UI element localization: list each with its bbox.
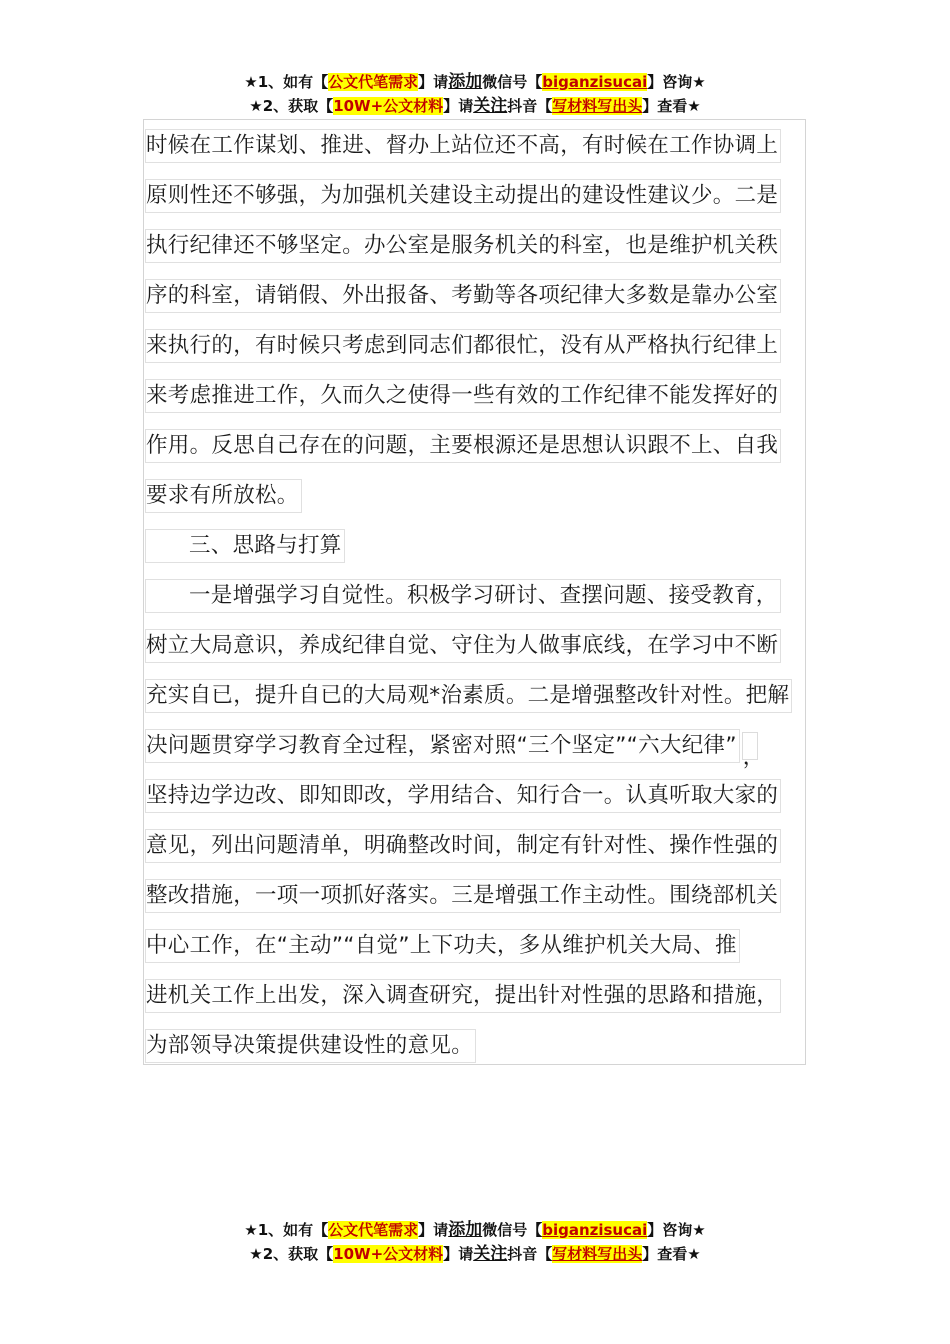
promo-text: 】请	[443, 1245, 474, 1263]
body-line-text: 执行纪律还不够坚定。办公室是服务机关的科室，也是维护机关秩	[145, 229, 781, 263]
body-line	[145, 171, 845, 221]
document-body	[145, 121, 845, 1071]
body-line	[145, 371, 845, 421]
body-line	[145, 771, 845, 821]
body-line-text: 作用。反思自己存在的问题，主要根源还是思想认识跟不上、自我	[145, 429, 781, 463]
promo-text: 】请	[443, 97, 474, 115]
promo-banner-top	[0, 70, 950, 118]
body-line-text: 树立大局意识，养成纪律自觉、守住为人做事底线，在学习中不断	[145, 629, 781, 663]
body-line-text: 原则性还不够强，为加强机关建设主动提出的建设性建议少。二是	[145, 179, 781, 213]
promo-text: 】请	[418, 1221, 449, 1239]
douyin-id: 写材料写出头	[552, 97, 643, 115]
body-line-text: 来考虑推进工作，久而久之使得一些有效的工作纪律不能发挥好的	[145, 379, 781, 413]
promo-text: 抖音【	[507, 97, 553, 115]
promo-text: 微信号【	[482, 73, 543, 91]
body-line-text: 进机关工作上出发，深入调查研究，提出针对性强的思路和措施，	[145, 979, 781, 1013]
body-line	[145, 121, 845, 171]
promo-line-2	[0, 1242, 950, 1266]
section-heading	[145, 521, 845, 571]
promo-text: 微信号【	[482, 1221, 543, 1239]
promo-highlight: 10W+公文材料	[333, 1245, 444, 1263]
promo-text: 】咨询★	[647, 1221, 706, 1239]
body-line	[145, 671, 845, 721]
promo-underlined: 添加	[448, 1220, 483, 1240]
promo-text: ★2、获取【	[249, 97, 334, 115]
body-line	[145, 271, 845, 321]
promo-text: ★1、如有【	[244, 73, 329, 91]
promo-text: 抖音【	[507, 1245, 553, 1263]
promo-text: 】请	[418, 73, 449, 91]
body-line	[145, 1021, 845, 1071]
promo-text: 】查看★	[642, 1245, 701, 1263]
promo-line-1	[0, 70, 950, 94]
body-line-text: 坚持边学边改、即知即改，学用结合、知行合一。认真听取大家的	[145, 779, 781, 813]
body-line-text: 决问题贯穿学习教育全过程，紧密对照“三个坚定”“六大纪律”	[145, 729, 740, 763]
body-line	[145, 221, 845, 271]
promo-underlined: 添加	[448, 72, 483, 92]
body-line	[145, 321, 845, 371]
promo-line-2	[0, 94, 950, 118]
section-heading-text: 三、思路与打算	[145, 529, 345, 563]
trailing-comma: ，	[742, 732, 758, 760]
body-line	[145, 921, 845, 971]
body-line	[145, 621, 845, 671]
promo-underlined: 关注	[473, 96, 508, 116]
body-line	[145, 971, 845, 1021]
promo-text: 】查看★	[642, 97, 701, 115]
promo-banner-bottom	[0, 1218, 950, 1266]
body-line-text: 意见，列出问题清单，明确整改时间，制定有针对性、操作性强的	[145, 829, 781, 863]
douyin-id: 写材料写出头	[552, 1245, 643, 1263]
wechat-id: biganzisucai	[542, 1221, 648, 1239]
body-line-text: 序的科室，请销假、外出报备、考勤等各项纪律大多数是靠办公室	[145, 279, 781, 313]
body-line-text: 中心工作，在“主动”“自觉”上下功夫，多从维护机关大局、推	[145, 929, 740, 963]
promo-highlight: 公文代笔需求	[328, 1221, 419, 1239]
body-line-text: 充实自已，提升自已的大局观*治素质。二是增强整改针对性。把解	[145, 679, 792, 713]
body-line	[145, 871, 845, 921]
promo-line-1	[0, 1218, 950, 1242]
body-line-text: 一是增强学习自觉性。积极学习研讨、查摆问题、接受教育，	[145, 579, 781, 613]
body-line-text: 整改措施，一项一项抓好落实。三是增强工作主动性。围绕部机关	[145, 879, 781, 913]
body-line-text: 时候在工作谋划、推进、督办上站位还不高，有时候在工作协调上	[145, 129, 781, 163]
body-line-text: 要求有所放松。	[145, 479, 302, 513]
body-line-text: 为部领导决策提供建设性的意见。	[145, 1029, 476, 1063]
body-line	[145, 421, 845, 471]
promo-highlight: 10W+公文材料	[333, 97, 444, 115]
body-line	[145, 721, 845, 771]
promo-highlight: 公文代笔需求	[328, 73, 419, 91]
body-line	[145, 571, 845, 621]
body-line	[145, 471, 845, 521]
promo-text: 】咨询★	[647, 73, 706, 91]
promo-text: ★2、获取【	[249, 1245, 334, 1263]
promo-text: ★1、如有【	[244, 1221, 329, 1239]
promo-underlined: 关注	[473, 1244, 508, 1264]
wechat-id: biganzisucai	[542, 73, 648, 91]
body-line	[145, 821, 845, 871]
body-line-text: 来执行的，有时候只考虑到同志们都很忙，没有从严格执行纪律上	[145, 329, 781, 363]
